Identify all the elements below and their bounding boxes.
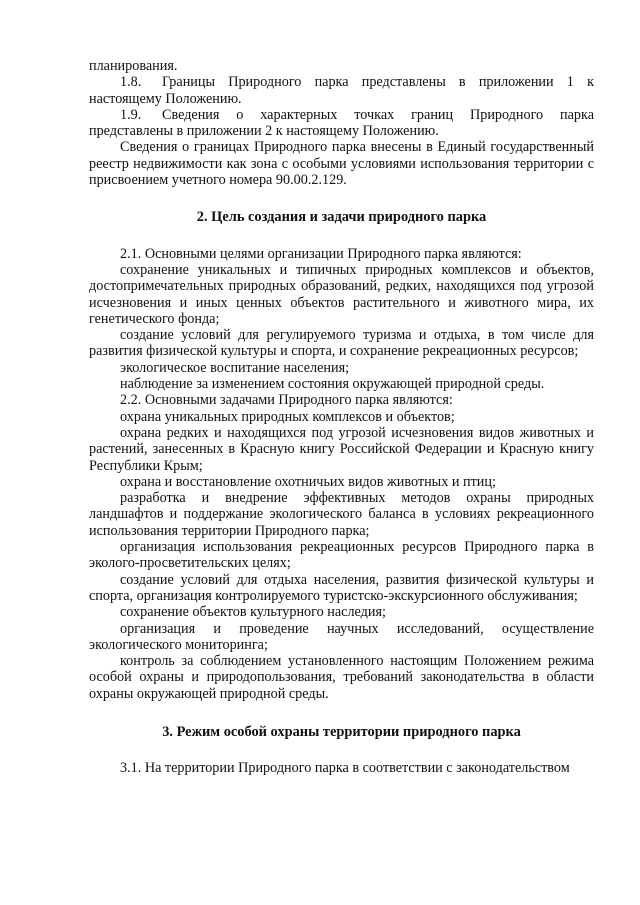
- paragraph-3-1: 3.1. На территории Природного парка в соответствии с законодательством: [120, 760, 570, 777]
- paragraph: сохранение объектов культурного наследия;: [120, 604, 386, 621]
- item-number: 1.9.: [120, 106, 142, 123]
- paragraph: контроль за соблюдением установленного настоящим Положением режима особой охраны и природопользования, требований законодательства в области охраны окружающей природной среды.: [89, 653, 594, 702]
- paragraph: 2.1. Основными целями организации Природного парка являются:: [120, 245, 522, 262]
- paragraph: разработка и внедрение эффективных методов охраны природных ландшафтов и поддержание экологического баланса в условиях рекреационного использования территории Природного парка;: [89, 490, 594, 539]
- paragraph-registry: Сведения о границах Природного парка внесены в Единый государственный реестр недвижимости как зона с особыми условиями использования территории с присвоением учетного номера 90.00.2.129.: [89, 139, 594, 189]
- paragraph: 2.2. Основными задачами Природного парка являются:: [120, 392, 453, 409]
- item-number: 1.8.: [120, 74, 142, 91]
- section-2-body: [89, 246, 594, 702]
- paragraph: экологическое воспитание населения;: [120, 359, 350, 376]
- paragraph: создание условий для регулируемого туризма и отдыха, в том числе для развития физической культуры и спорта, и сохранение рекреационных ресурсов;: [89, 327, 594, 360]
- paragraph: организация использования рекреационных ресурсов Природного парка в эколого-просветительских целях;: [89, 539, 594, 572]
- paragraph-continuation: планирования.: [89, 58, 178, 74]
- paragraph: охрана редких и находящихся под угрозой исчезновения видов животных и растений, занесенных в Красную книгу Российской Федерации и Красную книгу Республики Крым;: [89, 424, 594, 474]
- paragraph: создание условий для отдыха населения, развития физической культуры и спорта, организация контролируемого туристско-экскурсионного обслуживания;: [89, 571, 594, 604]
- item-text: Сведения о характерных точках границ Природного парка представлены в приложении 2 к настоящему Положению.: [89, 106, 594, 140]
- paragraph: охрана уникальных природных комплексов и объектов;: [120, 408, 455, 425]
- section-3-heading: 3. Режим особой охраны территории природного парка: [162, 723, 521, 740]
- item-text: Границы Природного парка представлены в приложении 1 к настоящему Положению.: [89, 74, 594, 107]
- paragraph-1-9: [89, 107, 594, 140]
- section-2-heading: 2. Цель создания и задачи природного парка: [196, 209, 487, 226]
- paragraph-1-8: [89, 74, 594, 107]
- paragraph: охрана и восстановление охотничьих видов животных и птиц;: [120, 473, 496, 490]
- paragraph: сохранение уникальных и типичных природных комплексов и объектов, достопримечательных природных образований, редких, находящихся под угрозой исчезновения и иных ценных объектов растительного и животного мира, их генетического фонда;: [89, 261, 594, 327]
- paragraph: организация и проведение научных исследований, осуществление экологического мониторинга;: [89, 620, 594, 653]
- paragraph: наблюдение за изменением состояния окружающей природной среды.: [120, 376, 545, 393]
